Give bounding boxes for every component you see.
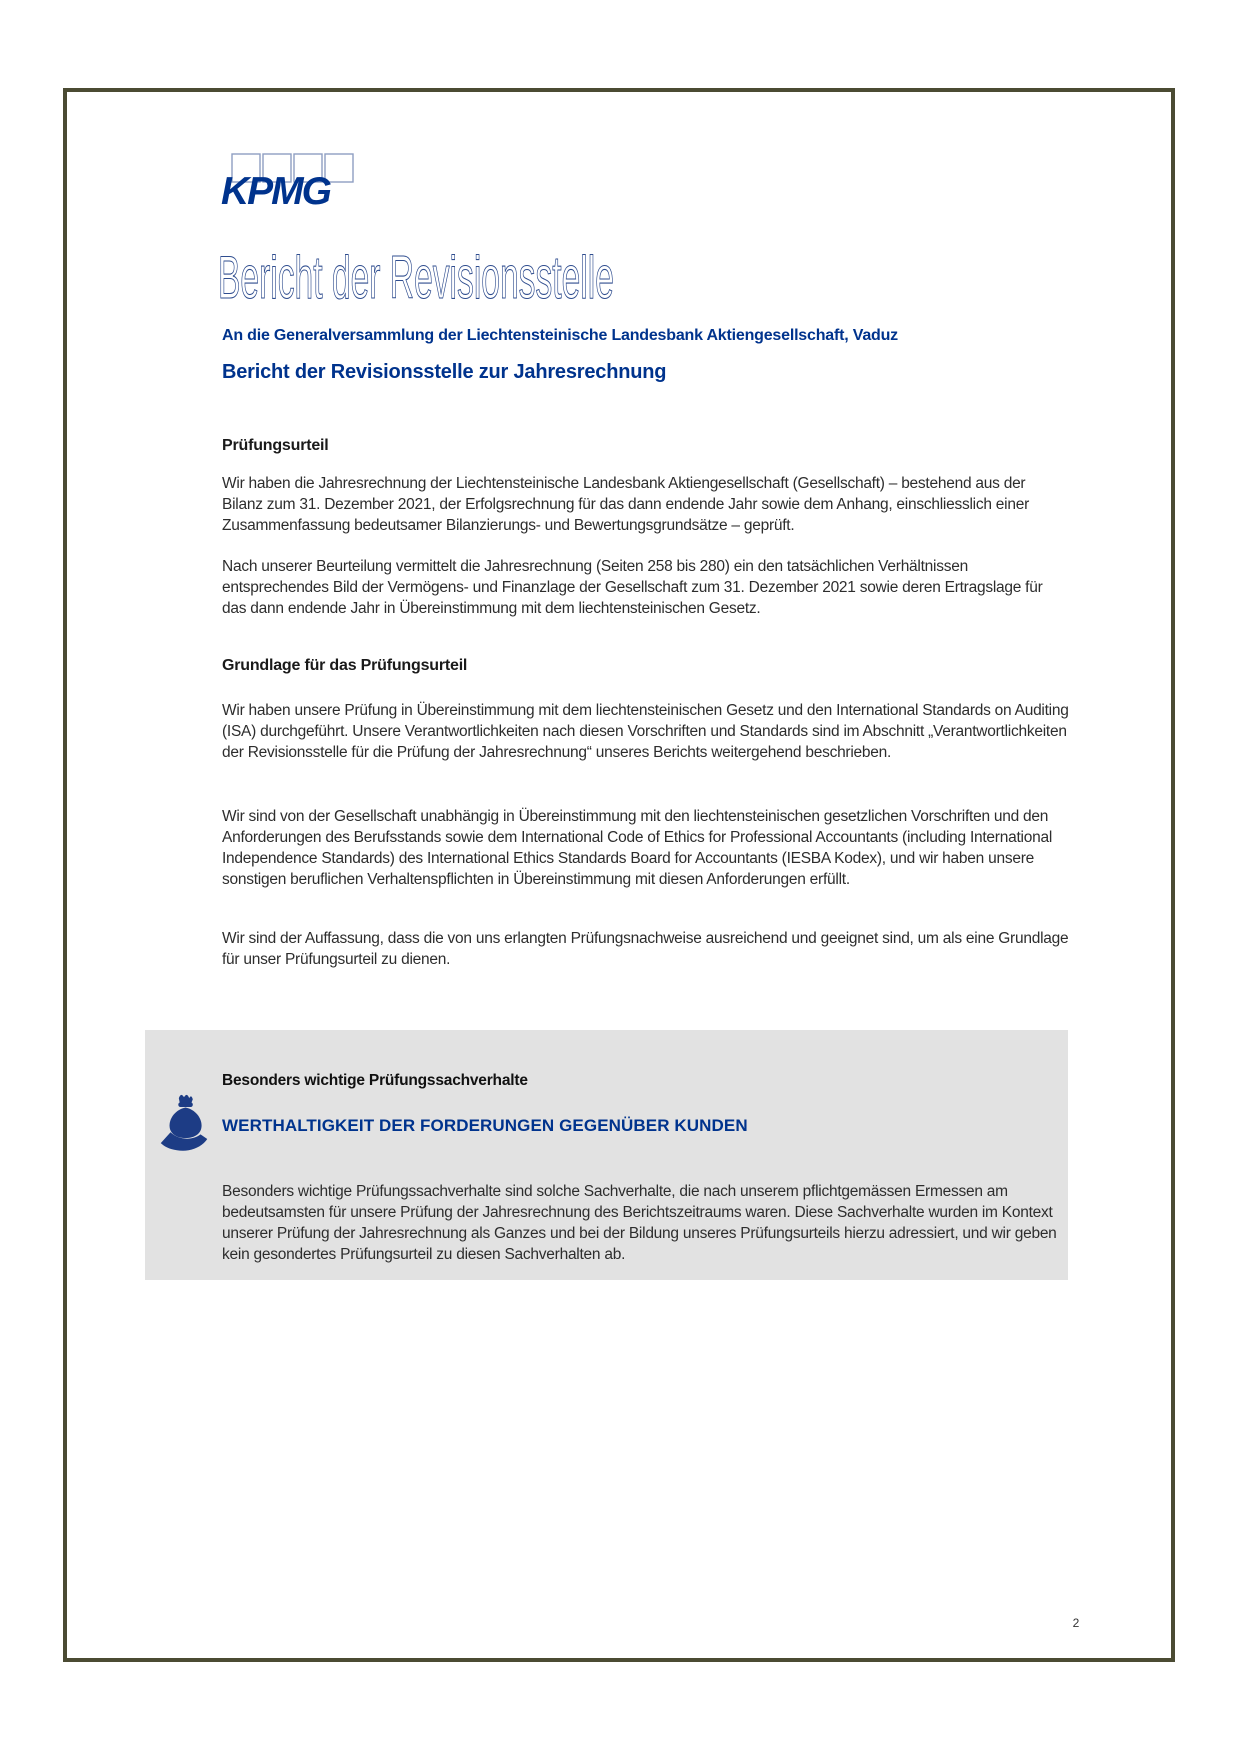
paragraph: Wir sind der Auffassung, dass die von uns erlangten Prüfungsnachweise ausreichend und geeignet sind, um als eine Grundlage für unser Prüfungsurteil zu dienen. [222, 930, 1069, 968]
kam-heading: Besonders wichtige Prüfungssachverhalte [222, 1072, 528, 1089]
paragraph: Wir haben die Jahresrechnung der Liechtensteinische Landesbank Aktiengesellschaft (Gesellschaft) – bestehend aus der Bilanz zum 31. Dezember 2021, der Erfolgsrechnung für das dann endende Jahr sowie dem Anhang, einschliesslich einer Zusammenfassung bedeutsamer Bilanzierungs- und Bewertungsgrundsätze – geprüft. [222, 475, 1030, 534]
money-bag-hand-icon [158, 1092, 210, 1154]
kam-paragraph: Besonders wichtige Prüfungssachverhalte sind solche Sachverhalte, die nach unserem pflichtgemässen Ermessen am bedeutsamsten für unsere Prüfung der Jahresrechnung des Berichtszeitraums waren. Diese Sachverhalte wurden im Kontext unserer Prüfung der Jahresrechnung als Ganzes und bei der Bildung unseres Prüfungsurteils hierzu adressiert, und wir geben kein gesondertes Prüfungsurteil zu diesen Sachverhalten ab. [222, 1183, 1057, 1263]
kpmg-logo-text: KPMG [221, 170, 330, 212]
document-title: Bericht der Revisionsstelle [218, 244, 614, 311]
report-heading: Bericht der Revisionsstelle zur Jahresrechnung [222, 361, 667, 383]
paragraph: Wir haben unsere Prüfung in Übereinstimmung mit dem liechtensteinischen Gesetz und den International Standards on Auditing (ISA) durchgeführt. Unsere Verantwortlichkeiten nach diesen Vorschriften und Standards sind im Abschnitt „Verantwortlichkeiten der Revisionsstelle für die Prüfung der Jahresrechnung“ unseres Berichts weitergehend beschrieben. [222, 702, 1069, 761]
kpmg-logo [221, 152, 357, 212]
addressee-line: An die Generalversammlung der Liechtensteinische Landesbank Aktiengesellschaft, Vaduz [222, 327, 898, 344]
kam-matter-title: WERTHALTIGKEIT DER FORDERUNGEN GEGENÜBER KUNDEN [222, 1116, 748, 1135]
section-heading-pruefungsurteil: Prüfungsurteil [222, 437, 329, 454]
paragraph: Nach unserer Beurteilung vermittelt die Jahresrechnung (Seiten 258 bis 280) ein den tatsächlichen Verhältnissen entsprechendes Bild der Vermögens- und Finanzlage der Gesellschaft zum 31. Dezember 2021 sowie deren Ertragslage für das dann endende Jahr in Übereinstimmung mit dem liechtensteinischen Gesetz. [222, 558, 1043, 617]
paragraph: Wir sind von der Gesellschaft unabhängig in Übereinstimmung mit den liechtensteinischen gesetzlichen Vorschriften und den Anforderungen des Berufsstands sowie dem International Code of Ethics for Professional Accountants (including International Independence Standards) des International Ethics Standards Board for Accountants (IESBA Kodex), und wir haben unsere sonstigen beruflichen Verhaltenspflichten in Übereinstimmung mit diesen Anforderungen erfüllt. [222, 808, 1053, 888]
section-heading-grundlage: Grundlage für das Prüfungsurteil [222, 657, 468, 674]
key-audit-matters-box [145, 1030, 1068, 1280]
page-number: 2 [1072, 1616, 1080, 1630]
